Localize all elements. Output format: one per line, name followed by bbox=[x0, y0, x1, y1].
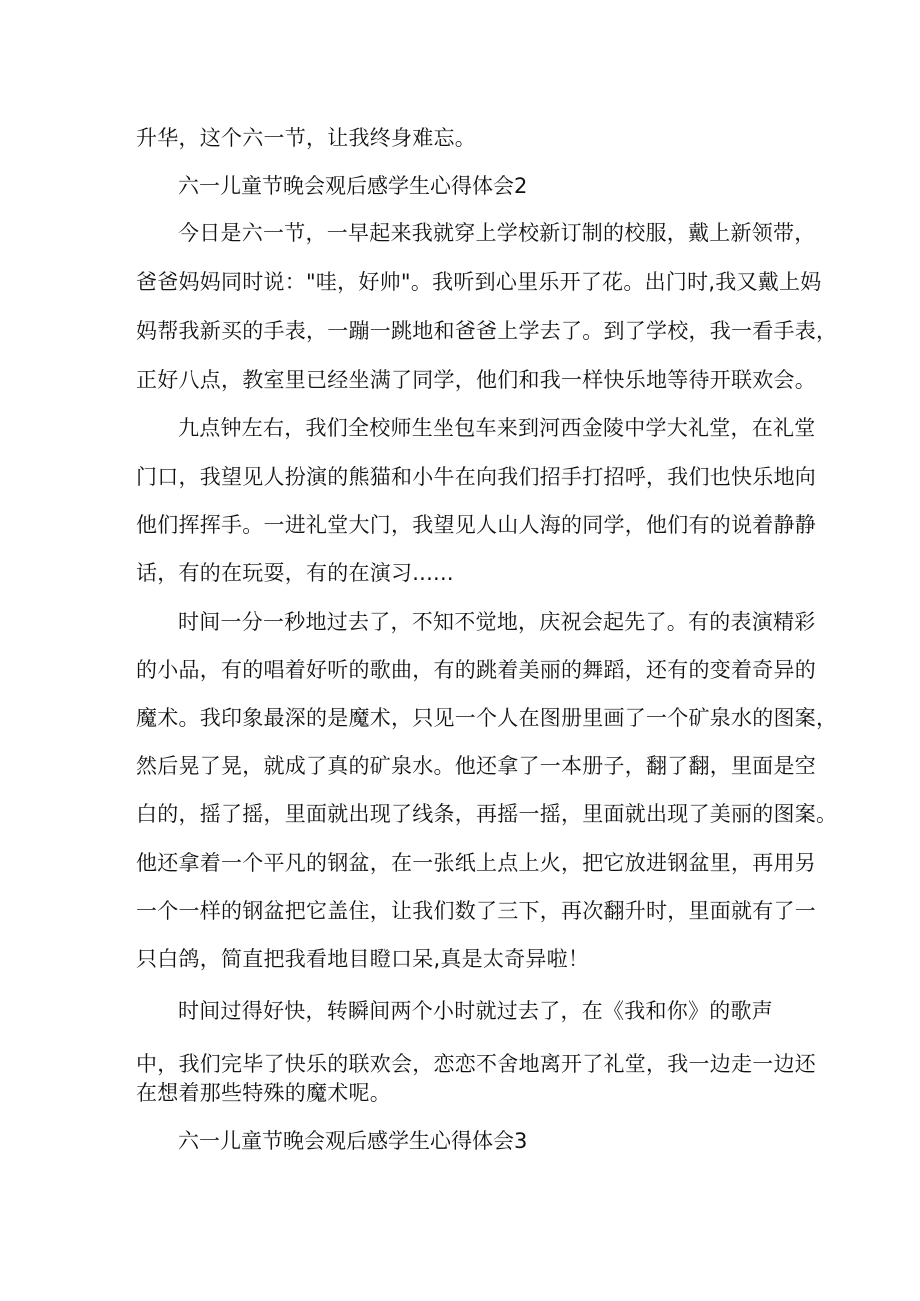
text-line: 然后晃了晃，就成了真的矿泉水。他还拿了一本册子，翻了翻，里面是空 bbox=[136, 754, 816, 778]
text-line: 时间一分一秒地过去了，不知不觉地，庆祝会起先了。有的表演精彩 bbox=[178, 610, 816, 634]
text-line: 他们挥挥手。一进礼堂大门，我望见人山人海的同学，他们有的说着静静 bbox=[136, 513, 816, 537]
text-line: 白的，摇了摇，里面就出现了线条，再摇一摇，里面就出现了美丽的图案。 bbox=[136, 802, 838, 826]
section-heading: 六一儿童节晚会观后感学生心得体会3 bbox=[178, 1129, 528, 1153]
section-heading: 六一儿童节晚会观后感学生心得体会2 bbox=[178, 174, 528, 198]
text-line: 妈帮我新买的手表，一蹦一跳地和爸爸上学去了。到了学校，我一看手表， bbox=[136, 319, 838, 343]
text-line: 门口，我望见人扮演的熊猫和小牛在向我们招手打招呼，我们也快乐地向 bbox=[136, 465, 816, 489]
text-line: 今日是六一节，一早起来我就穿上学校新订制的校服，戴上新领带， bbox=[178, 221, 816, 245]
text-line: 爸爸妈妈同时说："哇，好帅"。我听到心里乐开了花。出门时,我又戴上妈 bbox=[136, 270, 822, 294]
text-line: 正好八点，教室里已经坐满了同学，他们和我一样快乐地等待开联欢会。 bbox=[136, 368, 816, 392]
text-line: 话，有的在玩耍，有的在演习...... bbox=[136, 561, 454, 585]
text-line: 他还拿着一个平凡的钢盆，在一张纸上点上火，把它放进钢盆里，再用另 bbox=[136, 851, 816, 875]
text-line: 中，我们完毕了快乐的联欢会，恋恋不舍地离开了礼堂，我一边走一边还 bbox=[136, 1052, 816, 1076]
text-line: 九点钟左右，我们全校师生坐包车来到河西金陵中学大礼堂，在礼堂 bbox=[178, 416, 816, 440]
text-line: 时间过得好快，转瞬间两个小时就过去了，在《我和你》的歌声 bbox=[178, 999, 773, 1023]
text-line: 一个一样的钢盆把它盖住，让我们数了三下，再次翻升时，里面就有了一 bbox=[136, 899, 816, 923]
text-line: 升华，这个六一节，让我终身难忘。 bbox=[136, 126, 476, 150]
text-line: 的小品，有的唱着好听的歌曲，有的跳着美丽的舞蹈，还有的变着奇异的 bbox=[136, 658, 816, 682]
text-line: 只白鸽，简直把我看地目瞪口呆,真是太奇异啦！ bbox=[136, 947, 590, 971]
text-line: 魔术。我印象最深的是魔术，只见一个人在图册里画了一个矿泉水的图案， bbox=[136, 706, 838, 730]
text-line: 在想着那些特殊的魔术呢。 bbox=[136, 1081, 391, 1105]
